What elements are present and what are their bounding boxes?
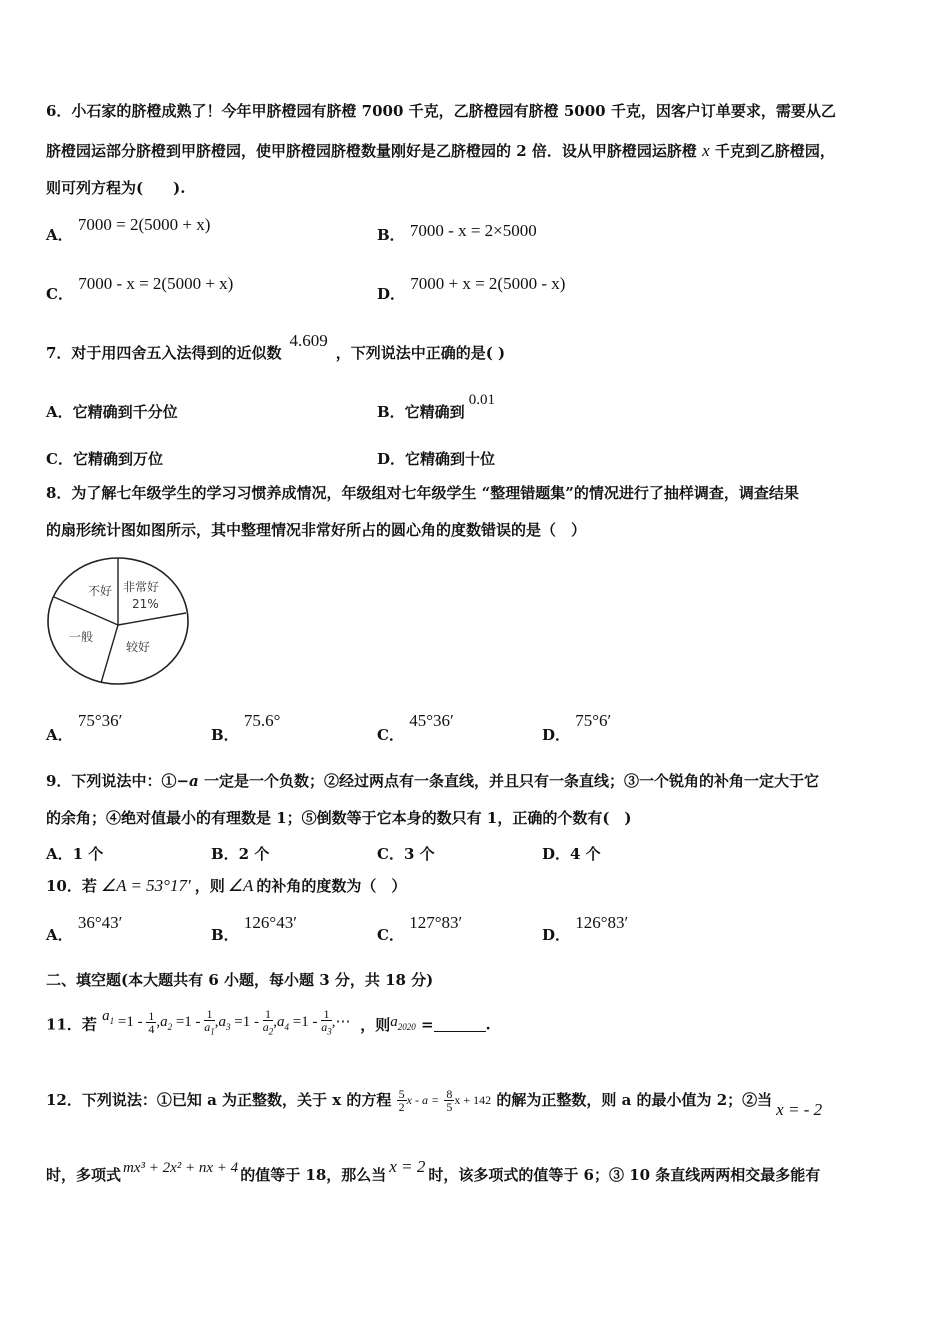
pie-label-good: 较好 [126, 640, 151, 654]
q8-option-a-label: A． [46, 726, 73, 744]
q7-stem-a: 7．对于用四舍五入法得到的近似数 [46, 344, 282, 362]
q10-option-d-math: 126°83′ [575, 913, 629, 932]
q12-line1-a: 12．下列说法：①已知 a 为正整数，关于 x 的方程 [46, 1091, 392, 1109]
q9-option-d[interactable]: D．4 个 [542, 845, 601, 863]
q12-condition-2: x = 2 [389, 1157, 426, 1176]
q12-condition-1: x = - 2 [776, 1100, 823, 1119]
q11-line [46, 1000, 491, 1046]
q7-number: 4.609 [289, 331, 328, 350]
q6-option-a-math: 7000 = 2(5000 + x) [77, 215, 211, 234]
q10-option-a-math: 36°43′ [77, 913, 123, 932]
q7-option-a[interactable]: A．它精确到千分位 [46, 403, 178, 421]
q7-stem [46, 331, 506, 363]
q8-option-b-math: 75.6° [243, 711, 281, 730]
q12-fraction-1: $\frac{5}{2}$ [398, 1086, 405, 1114]
q8-option-a[interactable] [46, 711, 123, 745]
q9-line1-b: 一定是一个负数；②经过两点有一条直线，并且只有一条直线；③一个锐角的补角一定大于它 [198, 772, 819, 790]
pie-divider-bottom [101, 625, 118, 683]
q12-line2-c: 时，该多项式的值等于 6；③ 10 条直线两两相交最多能有 [428, 1166, 821, 1184]
q7-option-b-number: 0.01 [468, 392, 495, 408]
q12-polynomial: mx³ + 2x² + nx + 4 [123, 1160, 239, 1176]
q12-line2 [46, 1157, 821, 1191]
q8-line1: 8．为了解七年级学生的学习习惯养成情况，年级组对七年级学生 “整理错题集”的情况进行了抽样调查，调查结果 [46, 484, 799, 502]
q10-option-b-label: B． [211, 926, 239, 944]
q8-option-a-math: 75°36′ [77, 711, 123, 730]
q6-line2 [46, 141, 835, 161]
q10-option-a[interactable] [46, 913, 123, 945]
q7-option-b-text: B．它精确到 [377, 403, 465, 421]
q6-option-d-label: D． [377, 285, 406, 303]
q11-suffix: ，则 [360, 1015, 391, 1034]
q8-option-d-math: 75°6′ [575, 711, 612, 730]
section-2-heading: 二、填空题(本大题共有 6 小题，每小题 3 分，共 18 分) [46, 971, 434, 989]
q6-option-c-math: 7000 - x = 2(5000 + x) [78, 274, 234, 293]
q10-stem [46, 876, 406, 896]
q12-line1-b: 的解为正整数，则 a 的最小值为 2；②当 [496, 1091, 773, 1109]
q10-option-a-label: A． [46, 926, 73, 944]
q11-prefix: 11．若 [46, 1015, 97, 1034]
q9-line1 [46, 771, 819, 791]
q6-option-c-label: C． [46, 285, 73, 303]
q9-option-b[interactable]: B．2 个 [211, 845, 270, 863]
q6-line2-a: 脐橙园运部分脐橙到甲脐橙园，使甲脐橙园脐橙数量刚好是乙脐橙园的 2 倍．设从甲脐橙园运脐橙 [46, 142, 703, 160]
q12-fraction-2: $\frac{8}{5}$ [446, 1086, 453, 1114]
q10-option-c-label: C． [377, 926, 404, 944]
pie-divider-right [118, 613, 186, 625]
q8-option-b-label: B． [211, 726, 239, 744]
pie-label-percent: 21% [132, 597, 159, 611]
q12-line1 [46, 1079, 822, 1121]
q12-line2-b: 的值等于 18，那么当 [240, 1166, 387, 1184]
q11-target: $a_{2020}$ [390, 1014, 416, 1032]
pie-chart-figure [46, 555, 196, 690]
q10-option-c[interactable] [377, 913, 463, 945]
q9-variable: a [189, 772, 199, 790]
q9-option-a[interactable]: A．1 个 [46, 845, 104, 863]
q11-answer-blank[interactable] [434, 1017, 486, 1032]
q6-option-b[interactable] [377, 221, 537, 245]
q10-option-b-math: 126°43′ [243, 913, 297, 932]
q10-stem-b: ，则 [194, 877, 225, 895]
q6-line1: 6．小石家的脐橙成熟了！今年甲脐橙园有脐橙 7000 千克，乙脐橙园有脐橙 5000 千克，因客户订单要求，需要从乙 [46, 102, 836, 120]
q7-stem-b: ，下列说法中正确的是( ) [335, 344, 506, 362]
q9-line1-a: 9．下列说法中：①− [46, 772, 190, 790]
q8-option-b[interactable] [211, 711, 281, 745]
q10-option-d[interactable] [542, 913, 629, 945]
q8-option-c[interactable] [377, 711, 454, 745]
pie-label-very-good: 非常好 [123, 580, 160, 594]
q8-option-d[interactable] [542, 711, 612, 745]
q6-option-a[interactable] [46, 215, 211, 245]
pie-divider-left [54, 597, 118, 625]
q10-option-b[interactable] [211, 913, 297, 945]
q8-line2: 的扇形统计图如图所示，其中整理情况非常好所占的圆心角的度数错误的是（ ） [46, 521, 587, 539]
q6-option-c[interactable] [46, 274, 234, 304]
pie-label-bad: 不好 [88, 584, 113, 598]
q7-option-b[interactable] [377, 392, 495, 422]
q8-option-d-label: D． [542, 726, 571, 744]
pie-label-average: 一般 [69, 630, 94, 644]
q12-eq-mid2: x + 142 [454, 1093, 492, 1107]
q8-option-c-math: 45°36′ [409, 711, 454, 730]
q12-eq-mid1: x - a = [406, 1093, 440, 1107]
q11-equals: = [415, 1015, 434, 1034]
q10-stem-a: 10．若 [46, 877, 97, 895]
q6-option-b-math: 7000 - x = 2×5000 [409, 221, 537, 240]
q7-option-d[interactable]: D．它精确到十位 [377, 450, 496, 468]
q9-line2: 的余角；④绝对值最小的有理数是 1；⑤倒数等于它本身的数只有 1，正确的个数有( ) [46, 809, 632, 827]
q6-option-d[interactable] [377, 274, 566, 304]
q6-option-a-label: A． [46, 226, 73, 244]
q7-option-c[interactable]: C．它精确到万位 [46, 450, 163, 468]
q11-sequence: $a_1 =1$ - $\frac{1}{4}$ $,a_2 =1$ - $\frac{1}{a_1}$ $,a_3 =1$ - $\frac{1}{a_2}$ $,a_4 =1$ - $\frac{1}{a_3}$ ,⋯ [102, 1006, 355, 1037]
q12-line2-a: 时，多项式 [46, 1166, 122, 1184]
q8-option-c-label: C． [377, 726, 404, 744]
q6-option-b-label: B． [377, 226, 405, 244]
q6-line2-b: 千克到乙脐橙园， [709, 142, 835, 160]
q10-angle: ∠A [227, 876, 254, 895]
q6-variable: x [702, 141, 710, 160]
q6-option-d-math: 7000 + x = 2(5000 - x) [410, 274, 566, 293]
q10-angle-expr: ∠A = 53°17′ [100, 876, 191, 895]
q10-option-c-math: 127°83′ [409, 913, 463, 932]
q11-end: . [485, 1015, 491, 1034]
q10-stem-c: 的补角的度数为（ ） [256, 877, 407, 895]
q6-line3: 则可列方程为( ). [46, 179, 186, 197]
q9-option-c[interactable]: C．3 个 [377, 845, 435, 863]
q10-option-d-label: D． [542, 926, 571, 944]
